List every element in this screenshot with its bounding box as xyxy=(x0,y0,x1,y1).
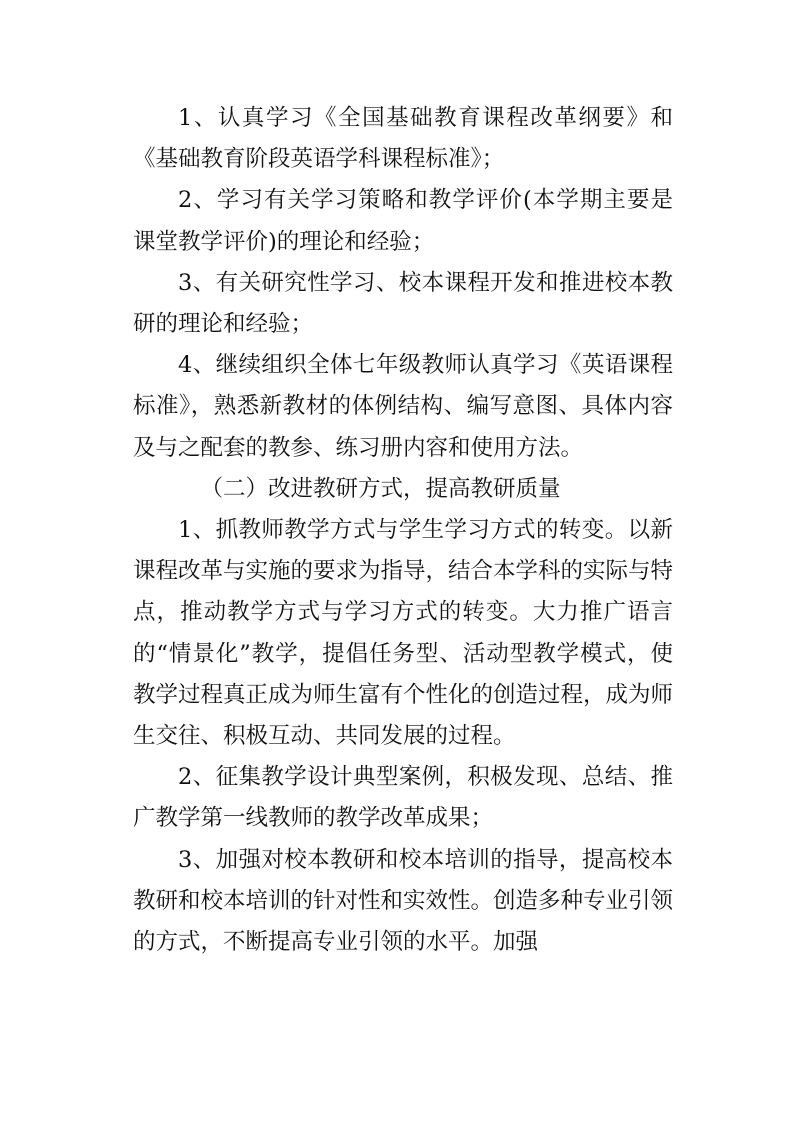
paragraph-study-outline: 1、认真学习《全国基础教育课程改革纲要》和《基础教育阶段英语学科课程标准》； xyxy=(133,105,673,173)
document-body xyxy=(133,98,673,963)
section-heading-improve-research: （二）改进教研方式，提高教研质量 xyxy=(200,475,561,502)
paragraph-school-based-guidance: 3、加强对校本教研和校本培训的指导，提高校本教研和校本培训的针对性和实效性。创造多种专业引领的方式，不断提高专业引领的水平。加强 xyxy=(133,846,674,956)
paragraph-study-strategies: 2、学习有关学习策略和教学评价(本学期主要是课堂教学评价)的理论和经验； xyxy=(133,187,673,255)
paragraph-case-collection: 2、征集教学设计典型案例，积极发现、总结、推广教学第一线教师的教学改革成果； xyxy=(133,764,673,832)
paragraph-research-learning: 3、有关研究性学习、校本课程开发和推进校本教研的理论和经验； xyxy=(133,269,673,338)
paragraph-grade7-standards: 4、继续组织全体七年级教师认真学习《英语课程标准》，熟悉新教材的体例结构、编写意图、具体内容及与之配套的教参、练习册内容和使用方法。 xyxy=(133,352,673,461)
paragraph-teaching-methods: 1、抓教师教学方式与学生学习方式的转变。以新课程改革与实施的要求为指导，结合本学科的实际与特点，推动教学方式与学习方式的转变。大力推广语言的“情景化”教学，提倡任务型、活动型教学模式，使教学过程真正成为师生富有个性化的创造过程，成为师生交往、积极互动、共同发展的过程。 xyxy=(133,517,674,750)
